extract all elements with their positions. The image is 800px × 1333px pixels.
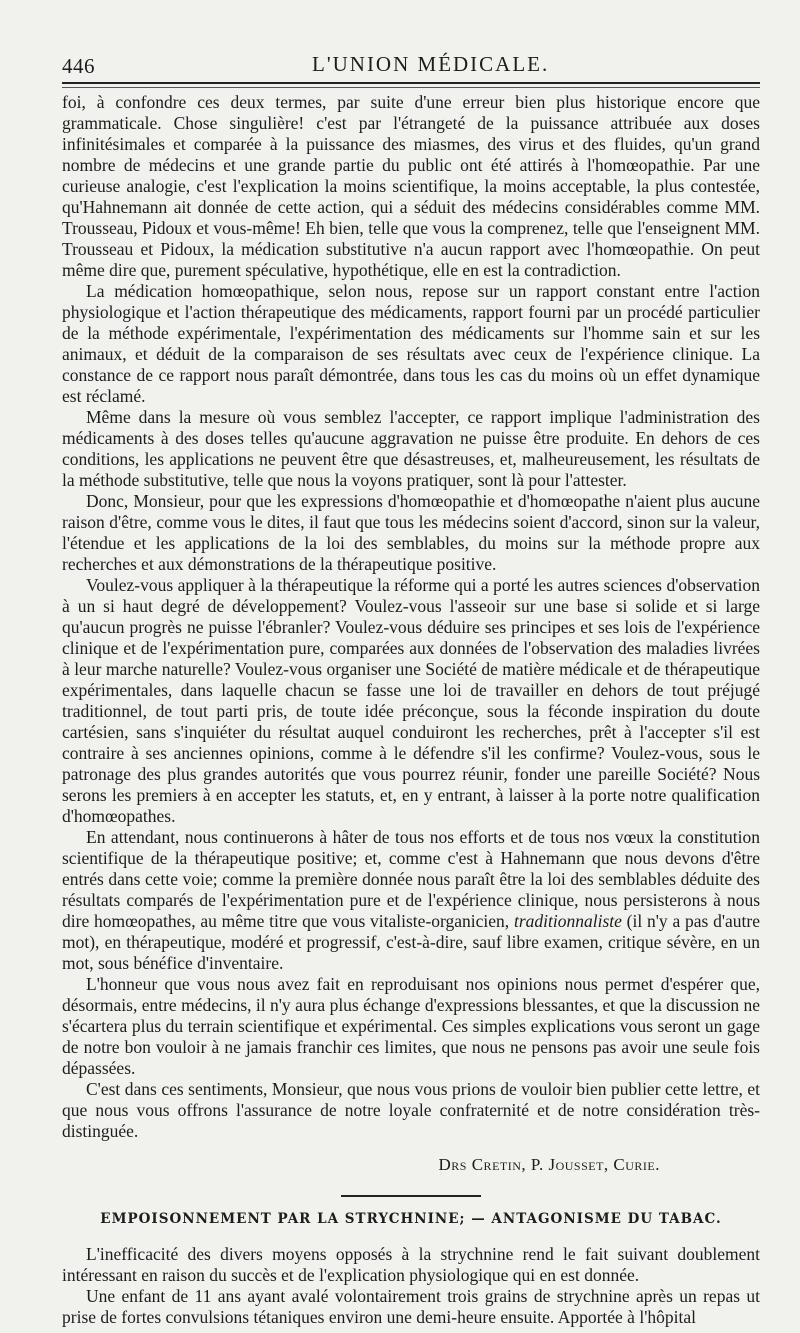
- article-body: [62, 92, 760, 1328]
- paragraph: Donc, Monsieur, pour que les expressions d'homœopathie et d'homœopathe n'aient plus aucune raison d'être, comme vous le dites, il faut que tous les médecins soient d'accord, sinon sur la valeur, l'étendue et les applications de la loi des semblables, du moins sur la méthode propre aux recherches et aux démonstrations de la thérapeutique positive.: [62, 491, 760, 574]
- header-rule-thin: [62, 87, 760, 88]
- paragraph: [62, 827, 760, 974]
- paragraph-text: En attendant, nous continuerons à hâter de tous nos efforts et de tous nos vœux la constitution scientifique de la thérapeutique positive; et, comme c'est à Hahnemann que nous devons d'être entrés dans cette voie; comme la première donnée nous paraît être la loi des semblables déduite des résultats comparés de l'expérimentation pure et de l'expérience clinique, nous persisterons à nous dire homœopathes, au même titre que vous vitaliste-organicien,: [62, 827, 760, 931]
- paragraph: Une enfant de 11 ans ayant avalé volontairement trois grains de strychnine après un repas ut prise de fortes convulsions tétaniques environ une demi-heure ensuite. Apportée à l'hôpital: [62, 1286, 760, 1327]
- italic-term: traditionnaliste: [513, 911, 622, 931]
- section-separator: [341, 1195, 481, 1197]
- paragraph: La médication homœopathique, selon nous, repose sur un rapport constant entre l'action physiologique et l'action thérapeutique des médicaments, rapport fourni par un procédé particulier de la méthode expérimentale, l'expérimentation des médicaments sur l'homme sain et sur les animaux, et déduit de la comparaison de ses résultats avec ceux de l'expérience clinique. La constance de ce rapport nous paraît démontrée, dans tous les cas du moins où un effet dynamique est réclamé.: [62, 281, 760, 406]
- running-title: L'UNION MÉDICALE.: [312, 52, 550, 76]
- signature: Drs Cretin, P. Jousset, Curie.: [438, 1155, 660, 1174]
- paragraph: Même dans la mesure où vous semblez l'accepter, ce rapport implique l'administration des médicaments à des doses telles qu'aucune aggravation ne puisse être produite. En dehors de ces conditions, les applications ne peuvent être que désastreuses, et, malheureusement, les résultats de la méthode substitutive, telle que nous la voyons pratiquer, sont là pour l'attester.: [62, 407, 760, 490]
- paragraph: L'inefficacité des divers moyens opposés à la strychnine rend le fait suivant doublement intéressant en raison du succès et de l'explication physiologique qui en est donnée.: [62, 1244, 760, 1285]
- paragraph: C'est dans ces sentiments, Monsieur, que nous vous prions de vouloir bien publier cette lettre, et que nous vous offrons l'assurance de notre loyale confraternité et de notre considération très-distinguée.: [62, 1079, 760, 1141]
- paragraph-text-tail: (il n'y a pas d'autre mot), en thérapeutique, modéré et progressif, c'est-à-dire, sauf libre examen, critique sévère, en un mot, sous bénéfice d'inventaire.: [62, 911, 760, 973]
- page-number: 446: [62, 54, 95, 78]
- paragraph: foi, à confondre ces deux termes, par suite d'une erreur bien plus historique encore que grammaticale. Chose singulière! c'est par l'étrangeté de la puissance attribuée aux doses infinitésimales et comparée à la puissance des miasmes, des virus et des fluides, qu'un grand nombre de médecins et une grande partie du public ont été attirés à l'homœopathie. Par une curieuse analogie, c'est l'explication la moins scientifique, la moins acceptable, la plus contestée, qu'Hahnemann ait donnée de cette action, qui a séduit des médecins considérables comme MM. Trousseau, Pidoux et vous-même! Eh bien, telle que vous la comprenez, telle que l'enseignent MM. Trousseau et Pidoux, la médication substitutive n'a aucun rapport avec l'homœopathie. On peut même dire que, purement spéculative, hypothétique, elle en est la contradiction.: [62, 92, 760, 280]
- paragraph: L'honneur que vous nous avez fait en reproduisant nos opinions nous permet d'espérer que, désormais, entre médecins, il n'y aura plus échange d'expressions blessantes, et que la discussion ne s'écartera plus du terrain scientifique et expérimental. Ces simples explications vous seront un gage de notre bon vouloir à ne jamais franchir ces limites, que nous ne pensons pas avoir une seule fois dépassées.: [62, 974, 760, 1078]
- header-rule: [62, 82, 760, 84]
- paragraph: Voulez-vous appliquer à la thérapeutique la réforme qui a porté les autres sciences d'observation à un si haut degré de développement? Voulez-vous l'asseoir sur une base si solide et si large qu'aucun progrès ne puisse l'ébranler? Voulez-vous déduire ses principes et ses lois de l'expérience clinique et de l'expérimentation pure, comparées aux données de l'observation des maladies livrées à leur marche naturelle? Voulez-vous organiser une Société de matière médicale et de thérapeutique expérimentales, dans laquelle chacun se fasse une loi de travailler en dehors de tout préjugé traditionnel, de tout parti pris, de toute idée préconçue, sous la féconde inspiration du doute cartésien, sans s'inquiéter du résultat auquel conduiront les recherches, prêt à l'accepter s'il est contraire à ses anciennes opinions, comme à le défendre s'il les confirme? Voulez-vous, sous le patronage des plus grandes autorités que vous pourrez réunir, fonder une pareille Société? Nous serons les premiers à en accepter les statuts, et, en y entrant, à laisser à la porte notre qualification d'homœopathes.: [62, 575, 760, 826]
- section-title: EMPOISONNEMENT PAR LA STRYCHNINE; — ANTAGONISME DU TABAC.: [100, 1211, 722, 1227]
- page-header: [62, 52, 760, 86]
